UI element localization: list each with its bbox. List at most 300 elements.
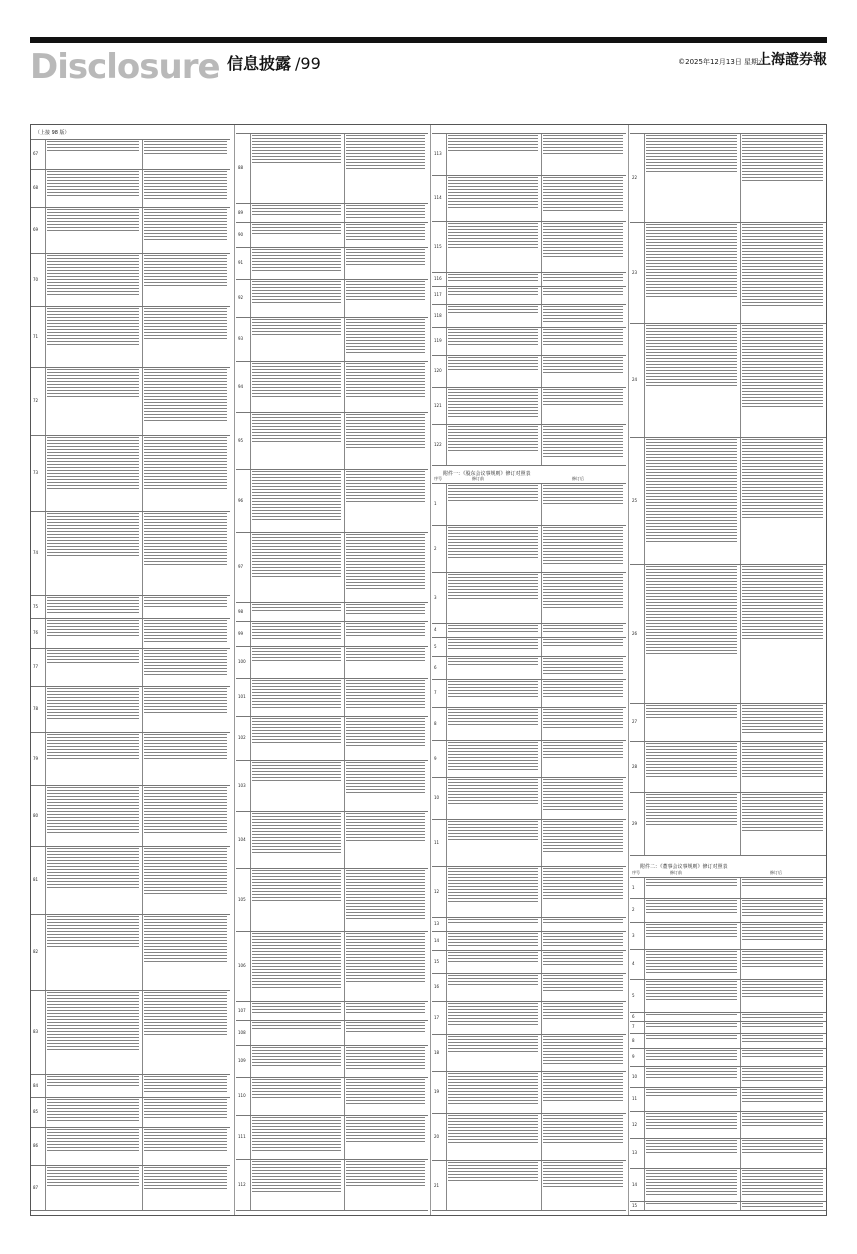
row-number: 12: [434, 888, 440, 894]
table-row-rule: [630, 564, 826, 565]
row-number: 79: [33, 755, 39, 761]
row-number: 93: [238, 336, 244, 341]
table-row-rule: [236, 203, 428, 204]
clause-after-text: [346, 1022, 425, 1034]
clause-after-text: [543, 821, 623, 853]
row-number: 12: [632, 1121, 638, 1127]
clause-before-text: [646, 1170, 737, 1195]
clause-after-text: [144, 308, 227, 339]
row-number: 9: [434, 755, 437, 761]
column-divider: [234, 125, 235, 1215]
table-row-rule: [432, 819, 626, 820]
clause-after-text: [742, 1203, 823, 1207]
table-row-rule: [630, 949, 826, 950]
clause-before-text: [448, 658, 538, 667]
row-number: 10: [632, 1073, 638, 1079]
clause-before-text: [448, 1115, 538, 1143]
clause-before-text: [448, 975, 538, 986]
table-row-rule: [31, 595, 230, 596]
clause-after-text: [346, 319, 425, 353]
clause-before-text: [47, 734, 139, 761]
clause-after-text: [543, 223, 623, 258]
clause-after-text: [144, 1076, 227, 1092]
clause-after-text: [742, 981, 823, 997]
clause-after-text: [346, 933, 425, 983]
row-number: 10: [434, 795, 440, 800]
table-row-rule: [432, 387, 626, 388]
row-number: 7: [434, 690, 437, 695]
table-row-rule: [630, 1033, 826, 1034]
row-number: 119: [434, 338, 442, 343]
table-row-rule: [432, 777, 626, 778]
table-row-rule: [630, 323, 826, 324]
clause-before-text: [646, 924, 737, 937]
clause-after-text: [543, 975, 623, 991]
clause-before-text: [646, 1089, 737, 1098]
clause-before-text: [646, 743, 737, 778]
clause-after-text: [346, 623, 425, 637]
row-number: 76: [33, 630, 39, 635]
table-row-rule: [31, 1074, 230, 1075]
clause-after-text: [144, 1129, 227, 1151]
table-row-rule: [630, 792, 826, 793]
table-row-rule: [432, 525, 626, 526]
row-number: 109: [238, 1058, 246, 1063]
row-number: 106: [238, 963, 246, 968]
table-row-rule: [31, 686, 230, 687]
clause-before-text: [252, 933, 341, 989]
table-row-rule: [432, 917, 626, 918]
table-row-rule: [31, 914, 230, 915]
table-row-rule: [630, 222, 826, 223]
clause-before-text: [47, 916, 139, 948]
clause-after-text: [543, 868, 623, 899]
clause-after-text: [346, 870, 425, 920]
clause-after-text: [144, 437, 227, 491]
clause-before-text: [646, 1140, 737, 1154]
clause-after-text: [742, 439, 823, 519]
clause-before-text: [646, 1014, 737, 1016]
table-column-rule: [541, 483, 542, 1210]
clause-after-text: [543, 574, 623, 609]
row-number: 99: [238, 630, 244, 636]
table-row-rule: [630, 1021, 826, 1022]
clause-before-text: [646, 224, 737, 297]
clause-after-text: [346, 281, 425, 300]
row-number: 102: [238, 735, 246, 740]
row-number: 11: [632, 1096, 638, 1101]
clause-after-text: [543, 288, 623, 296]
table-row-rule: [630, 1111, 826, 1112]
clause-before-text: [448, 223, 538, 249]
section-title: 信息披露 /99: [227, 54, 321, 73]
row-number: 92: [238, 295, 244, 300]
table-row-rule: [630, 855, 826, 856]
clause-before-text: [252, 718, 341, 744]
clause-after-text: [742, 1113, 823, 1128]
clause-after-text: [742, 879, 823, 888]
row-number: 103: [238, 782, 246, 788]
table-row-rule: [31, 1165, 230, 1166]
row-number: 120: [434, 368, 442, 373]
row-number: 16: [434, 984, 440, 989]
clause-before-text: [47, 1167, 139, 1186]
clause-before-text: [252, 249, 341, 273]
column-divider: [628, 125, 629, 1215]
clause-after-text: [543, 779, 623, 811]
clause-after-text: [346, 648, 425, 663]
table-row-rule: [31, 785, 230, 786]
clause-before-text: [252, 813, 341, 853]
table-row-rule: [432, 931, 626, 932]
clause-after-text: [144, 787, 227, 835]
table-row-rule: [31, 990, 230, 991]
row-number: 85: [33, 1109, 39, 1114]
clause-before-text: [252, 762, 341, 783]
clause-after-text: [543, 709, 623, 728]
clause-before-text: [646, 1050, 737, 1062]
table-row-rule: [236, 469, 428, 470]
row-number: 91: [238, 260, 244, 265]
clause-after-text: [742, 135, 823, 182]
row-number: 1: [632, 884, 635, 890]
row-number: 96: [238, 497, 244, 503]
clause-before-text: [47, 209, 139, 232]
clause-before-text: [448, 306, 538, 315]
clause-after-text: [543, 357, 623, 375]
row-number: 9: [632, 1054, 635, 1059]
clause-before-text: [448, 821, 538, 840]
table-row-rule: [236, 317, 428, 318]
clause-before-text: [448, 135, 538, 152]
table-column-rule: [142, 139, 143, 1210]
clause-before-text: [646, 135, 737, 173]
column-divider: [430, 125, 431, 1215]
column-header: 修订后: [770, 870, 782, 875]
page-body: [30, 124, 827, 1216]
clause-before-text: [448, 868, 538, 903]
clause-before-text: [448, 485, 538, 502]
clause-after-text: [346, 471, 425, 503]
clause-after-text: [543, 329, 623, 347]
row-number: 117: [434, 292, 442, 297]
table-row-rule: [236, 133, 428, 134]
clause-before-text: [646, 794, 737, 826]
clause-after-text: [543, 274, 623, 281]
clause-after-text: [144, 916, 227, 963]
clause-before-text: [252, 224, 341, 236]
clause-after-text: [346, 205, 425, 218]
row-number: 7: [632, 1024, 635, 1029]
row-number: 14: [632, 1181, 638, 1187]
row-number: 88: [238, 165, 244, 170]
row-number: 100: [238, 659, 246, 664]
table-row-rule: [630, 133, 826, 134]
table-column-rule: [740, 133, 741, 855]
table-row-rule: [236, 602, 428, 603]
clause-before-text: [448, 1162, 538, 1183]
clause-before-text: [47, 171, 139, 197]
row-number: 19: [434, 1089, 440, 1094]
row-number: 21: [434, 1182, 440, 1188]
row-number: 5: [632, 992, 635, 998]
row-number: 26: [632, 630, 638, 636]
clause-after-text: [144, 209, 227, 241]
row-number: 4: [434, 627, 437, 632]
row-number: 74: [33, 550, 39, 555]
row-number: 86: [33, 1143, 39, 1148]
clause-before-text: [47, 992, 139, 1052]
clause-before-text: [252, 281, 341, 303]
row-number: 101: [238, 694, 246, 699]
clause-after-text: [144, 848, 227, 896]
clause-before-text: [448, 426, 538, 451]
clause-before-text: [252, 680, 341, 709]
row-number: 29: [632, 820, 638, 826]
table-row-rule: [31, 1210, 230, 1211]
table-row-rule: [236, 811, 428, 812]
row-number: 2: [632, 907, 635, 912]
table-column-rule: [541, 133, 542, 465]
clause-after-text: [742, 224, 823, 306]
table-row-rule: [432, 272, 626, 273]
clause-before-text: [448, 709, 538, 725]
clause-after-text: [346, 1003, 425, 1013]
clause-before-text: [47, 1076, 139, 1086]
table-row-rule: [236, 931, 428, 932]
column-2: [236, 125, 428, 1215]
table-row-rule: [432, 973, 626, 974]
clause-before-text: [252, 870, 341, 902]
table-column-rule: [644, 877, 645, 1210]
clause-before-text: [252, 1003, 341, 1013]
table-row-rule: [236, 1001, 428, 1002]
clause-before-text: [252, 1047, 341, 1068]
clause-before-text: [252, 648, 341, 663]
table-row-rule: [432, 465, 626, 466]
clause-after-text: [144, 171, 227, 200]
clause-before-text: [47, 141, 139, 153]
clause-before-text: [252, 135, 341, 165]
clause-after-text: [543, 742, 623, 760]
row-number: 87: [33, 1185, 39, 1190]
clause-after-text: [742, 705, 823, 734]
clause-after-text: [543, 1036, 623, 1064]
clause-before-text: [47, 688, 139, 720]
clause-after-text: [742, 951, 823, 968]
clause-after-text: [346, 534, 425, 590]
row-number: 5: [434, 643, 437, 649]
clause-after-text: [346, 762, 425, 793]
table-row-rule: [236, 716, 428, 717]
row-number: 2: [434, 545, 437, 551]
table-row-rule: [432, 1113, 626, 1114]
clause-before-text: [252, 534, 341, 577]
clause-after-text: [144, 513, 227, 565]
row-number: 68: [33, 185, 39, 190]
clause-after-text: [543, 952, 623, 966]
table-row-rule: [432, 424, 626, 425]
row-number: 83: [33, 1029, 39, 1034]
table-column-rule: [644, 133, 645, 855]
table-row-rule: [432, 740, 626, 741]
clause-before-text: [448, 933, 538, 946]
table-row-rule: [236, 760, 428, 761]
row-number: 13: [434, 921, 440, 926]
column-3: [432, 125, 626, 1215]
clause-after-text: [543, 177, 623, 213]
row-number: 118: [434, 312, 442, 318]
clause-before-text: [47, 513, 139, 557]
row-number: 114: [434, 195, 442, 200]
clause-after-text: [543, 639, 623, 647]
clause-after-text: [742, 1089, 823, 1104]
table-row-rule: [432, 175, 626, 176]
row-number: 22: [632, 174, 638, 180]
row-number: 108: [238, 1029, 246, 1035]
clause-after-text: [346, 135, 425, 171]
newspaper-name: 上海證券報: [757, 52, 827, 68]
clause-before-text: [448, 639, 538, 649]
clause-before-text: [252, 471, 341, 521]
table-row-rule: [630, 1066, 826, 1067]
clause-after-text: [543, 426, 623, 458]
row-number: 6: [434, 664, 437, 670]
table-row-rule: [236, 1077, 428, 1078]
row-number: 72: [33, 398, 39, 403]
column-1: [31, 125, 230, 1215]
table-row-rule: [432, 355, 626, 356]
table-row-rule: [236, 1159, 428, 1160]
clause-before-text: [47, 848, 139, 890]
row-number: 90: [238, 231, 244, 237]
clause-after-text: [346, 1047, 425, 1071]
clause-before-text: [252, 319, 341, 337]
clause-after-text: [144, 369, 227, 423]
clause-before-text: [646, 705, 737, 720]
clause-before-text: [47, 597, 139, 613]
clause-after-text: [144, 650, 227, 676]
table-row-rule: [236, 412, 428, 413]
clause-after-text: [346, 1079, 425, 1105]
clause-after-text: [742, 1050, 823, 1058]
table-row-rule: [630, 437, 826, 438]
clause-before-text: [448, 527, 538, 559]
clause-after-text: [144, 620, 227, 642]
clause-before-text: [448, 274, 538, 283]
clause-before-text: [448, 1003, 538, 1025]
row-number: 13: [632, 1150, 638, 1155]
row-number: 89: [238, 209, 244, 215]
clause-before-text: [646, 439, 737, 544]
clause-after-text: [346, 224, 425, 240]
row-number: 3: [434, 594, 437, 600]
clause-after-text: [346, 414, 425, 448]
table-row-rule: [31, 618, 230, 619]
clause-before-text: [47, 650, 139, 665]
clause-after-text: [543, 658, 623, 674]
table-row-rule: [31, 367, 230, 368]
table-row-rule: [630, 741, 826, 742]
clause-after-text: [742, 325, 823, 408]
table-row-rule: [630, 1048, 826, 1049]
table-row-rule: [432, 483, 626, 484]
table-row-rule: [31, 1097, 230, 1098]
clause-before-text: [448, 1036, 538, 1054]
clause-before-text: [646, 1068, 737, 1079]
row-number: 115: [434, 243, 442, 249]
clause-before-text: [646, 566, 737, 654]
clause-after-text: [742, 1140, 823, 1154]
row-number: 15: [632, 1202, 638, 1208]
row-number: 116: [434, 276, 442, 281]
clause-after-text: [543, 135, 623, 156]
row-number: 14: [434, 937, 440, 943]
clause-before-text: [252, 1161, 341, 1192]
table-row-rule: [630, 703, 826, 704]
clause-after-text: [346, 718, 425, 748]
clause-after-text: [543, 1115, 623, 1143]
column-header: 修订后: [572, 476, 584, 481]
row-number: 113: [434, 151, 442, 156]
table-column-rule: [250, 133, 251, 1210]
table-column-rule: [446, 483, 447, 1210]
clause-before-text: [448, 574, 538, 600]
row-number: 80: [33, 812, 39, 818]
table-row-rule: [31, 139, 230, 140]
table-row-rule: [236, 678, 428, 679]
row-number: 110: [238, 1093, 246, 1098]
clause-after-text: [346, 249, 425, 267]
row-number: 15: [434, 958, 440, 964]
table-row-rule: [432, 1160, 626, 1161]
table-row-rule: [31, 846, 230, 847]
table-row-rule: [236, 646, 428, 647]
clause-before-text: [448, 329, 538, 347]
clause-before-text: [47, 1099, 139, 1121]
row-number: 82: [33, 949, 39, 954]
clause-after-text: [543, 625, 623, 632]
table-row-rule: [432, 637, 626, 638]
table-row-rule: [432, 1071, 626, 1072]
clause-before-text: [47, 787, 139, 835]
table-row-rule: [236, 868, 428, 869]
table-title: 附件一：《股东会议事规则》修订对照表: [443, 471, 531, 477]
table-row-rule: [236, 222, 428, 223]
table-row-rule: [432, 1210, 626, 1211]
column-header: 修订前: [670, 870, 682, 875]
row-number: 112: [238, 1181, 246, 1187]
clause-after-text: [742, 794, 823, 832]
clause-before-text: [646, 325, 737, 386]
table-row-rule: [31, 306, 230, 307]
table-column-rule: [740, 877, 741, 1210]
clause-before-text: [252, 1079, 341, 1098]
row-number: 121: [434, 402, 442, 408]
table-row-rule: [432, 1034, 626, 1035]
clause-before-text: [646, 1113, 737, 1130]
row-number: 81: [33, 877, 39, 882]
clause-before-text: [252, 1117, 341, 1151]
table-row-rule: [432, 707, 626, 708]
clause-after-text: [742, 1068, 823, 1082]
clause-after-text: [543, 527, 623, 564]
clause-after-text: [742, 1023, 823, 1029]
clause-after-text: [543, 1003, 623, 1019]
column-header: 序号: [434, 476, 442, 481]
clause-before-text: [448, 389, 538, 417]
clause-before-text: [448, 919, 538, 925]
